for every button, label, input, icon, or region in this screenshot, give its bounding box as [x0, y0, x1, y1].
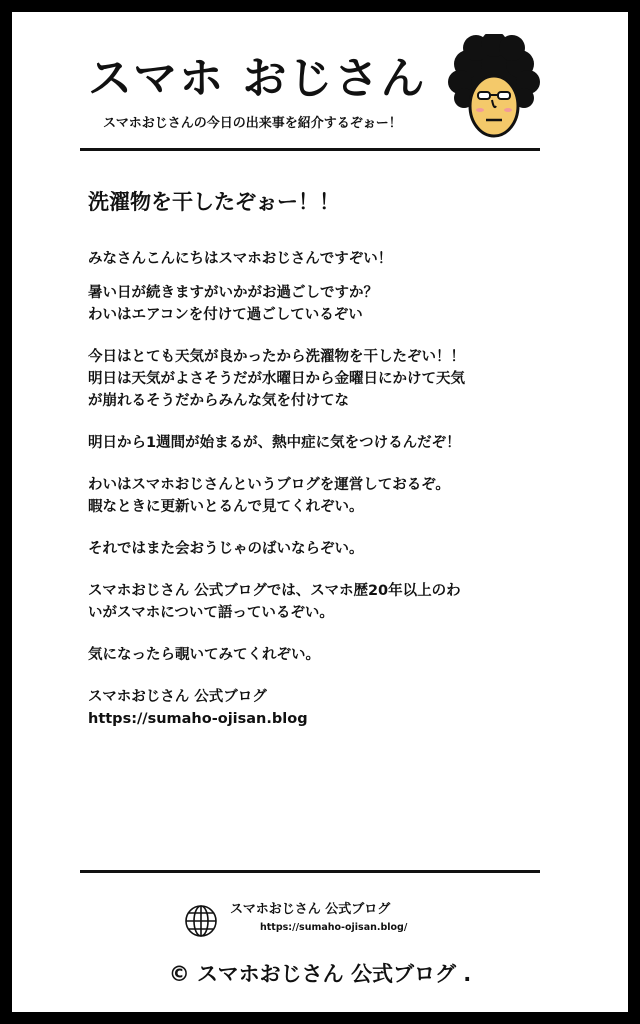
- article-paragraph: 気になったら覗いてみてくれぞい。: [88, 647, 320, 663]
- ojisan-avatar-icon: [446, 34, 542, 144]
- footer-brand[interactable]: [184, 898, 444, 942]
- blog-link-block[interactable]: スマホおじさん 公式ブログ https://sumaho-ojisan.blog: [88, 689, 308, 727]
- article-paragraph: みなさんこんにちはスマホおじさんですぞい！: [88, 251, 393, 267]
- article-heading: 洗濯物を干したぞぉー！！: [88, 190, 340, 214]
- article-paragraph: スマホおじさん 公式ブログでは、スマホ歴20年以上のわ いがスマホについて語っているぞい。: [88, 583, 461, 621]
- footer-brand-name: スマホおじさん 公式ブログ: [230, 902, 391, 917]
- footer-divider: [80, 870, 540, 873]
- article-body: [88, 248, 548, 750]
- article-paragraph: わいはスマホおじさんというブログを運営しておるぞ。 暇なときに更新いとるんで見てくれぞい。: [88, 477, 450, 515]
- header-divider: [80, 148, 540, 151]
- globe-icon: [184, 904, 218, 938]
- footer-brand-url[interactable]: https://sumaho-ojisan.blog/: [260, 922, 408, 933]
- site-subtitle: スマホおじさんの今日の出来事を紹介するぞぉー！: [103, 116, 402, 131]
- site-title: スマホ おじさん: [88, 53, 427, 104]
- article-paragraph: それではまた会おうじゃのばいならぞい。: [88, 541, 364, 557]
- article-paragraph: 明日から1週間が始まるが、熱中症に気をつけるんだぞ！: [88, 435, 461, 451]
- article-paragraph: 今日はとても天気が良かったから洗濯物を干したぞい！！ 明日は天気がよさそうだが水曜日から金曜日にかけて天気 が崩れるそうだからみんな気を付けてな: [88, 349, 465, 409]
- copyright-notice: © スマホおじさん 公式ブログ .: [168, 962, 472, 986]
- article-paragraph: 暑い日が続きますがいかがお過ごしですか？ わいはエアコンを付けて過ごしているぞい: [88, 285, 378, 323]
